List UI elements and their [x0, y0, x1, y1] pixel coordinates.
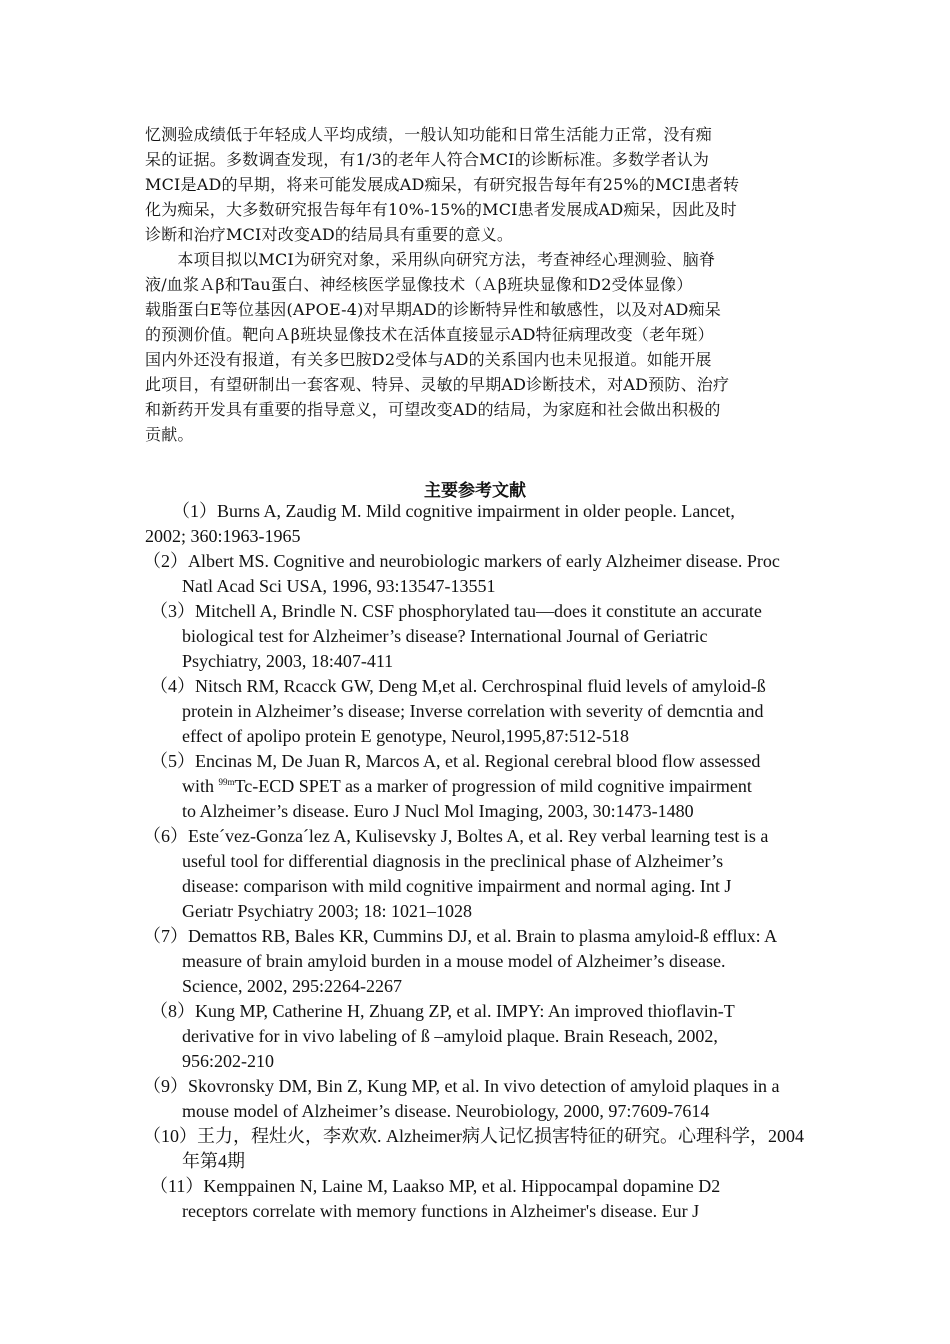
reference-line: 956:202-210 [182, 1051, 274, 1071]
reference-line: （11）Kemppainen N, Laine M, Laakso MP, et al. Hippocampal dopamine D2 [150, 1176, 721, 1196]
reference-line: （7）Demattos RB, Bales KR, Cummins DJ, et al. Brain to plasma amyloid-ß efflux: A [143, 926, 778, 946]
project-line: 国内外还没有报道，有关多巴胺D2受体与AD的关系国内也未见报道。如能开展 [145, 350, 712, 369]
reference-line: useful tool for differential diagnosis in the preclinical phase of Alzheimer’s [182, 851, 724, 871]
intro-line: 诊断和治疗MCI对改变AD的结局具有重要的意义。 [145, 225, 514, 244]
project-line: 载脂蛋白Ε等位基因(APOE-4)对早期AD的诊断特异性和敏感性，以及对AD痴呆 [145, 300, 721, 319]
reference-line: （3）Mitchell A, Brindle N. CSF phosphorylated tau—does it constitute an accurate [150, 601, 762, 621]
ref5-superscript: 99m [218, 777, 235, 787]
reference-line: Natl Acad Sci USA, 1996, 93:13547-13551 [182, 576, 496, 596]
reference-line: measure of brain amyloid burden in a mouse model of Alzheimer’s disease. [182, 951, 726, 971]
project-line: 的预测价值。靶向Ａβ班块显像技术在活体直接显示AD特征病理改变（老年斑） [145, 325, 714, 344]
reference-line: （2）Albert MS. Cognitive and neurobiologic markers of early Alzheimer disease. Proc [143, 551, 780, 571]
intro-line: 呆的证据。多数调查发现，有1/3的老年人符合MCI的诊断标准。多数学者认为 [145, 150, 710, 169]
ref5-rest: Tc-ECD SPET as a marker of progression of mild cognitive impairment [234, 776, 752, 796]
reference-line: Psychiatry, 2003, 18:407-411 [182, 651, 394, 671]
project-line: 本项目拟以MCI为研究对象，采用纵向研究方法，考查神经心理测验、脑脊 [145, 250, 716, 269]
ref5-prefix: with [182, 776, 219, 796]
project-line: 液/血浆Ａβ和Tau蛋白、神经核医学显像技术（Ａβ班块显像和D2受体显像） [145, 275, 693, 294]
reference-line: （8）Kung MP, Catherine H, Zhuang ZP, et al. IMPY: An improved thioflavin-T [150, 1001, 735, 1021]
reference-line: （6）Este´vez-Gonza´lez A, Kulisevsky J, Boltes A, et al. Rey verbal learning test is a [143, 826, 769, 846]
reference-line: （9）Skovronsky DM, Bin Z, Kung MP, et al. In vivo detection of amyloid plaques in a [143, 1076, 780, 1096]
reference-line: （4）Nitsch RM, Rcacck GW, Deng M,et al. Cerchrospinal fluid levels of amyloid-ß [150, 676, 766, 696]
reference-line: Geriatr Psychiatry 2003; 18: 1021–1028 [182, 901, 472, 921]
reference-line: protein in Alzheimer’s disease; Inverse correlation with severity of demcntia and [182, 701, 764, 721]
reference-line: disease: comparison with mild cognitive impairment and normal aging. Int J [182, 876, 732, 896]
references-heading: 主要参考文献 [424, 481, 526, 501]
reference-line: 年第4期 [182, 1151, 245, 1171]
reference-line: Science, 2002, 295:2264-2267 [182, 976, 402, 996]
intro-line: 忆测验成绩低于年轻成人平均成绩，一般认知功能和日常生活能力正常，没有痴 [145, 125, 713, 144]
reference-line: （1）Burns A, Zaudig M. Mild cognitive impairment in older people. Lancet, [145, 501, 735, 521]
intro-line: MCI是AD的早期，将来可能发展成AD痴呆，有研究报告每年有25%的MCI患者转 [145, 175, 740, 194]
reference-line: 2002; 360:1963-1965 [145, 526, 301, 546]
intro-line: 化为痴呆，大多数研究报告每年有10%-15%的MCI患者发展成AD痴呆，因此及时 [145, 200, 737, 219]
reference-line: derivative for in vivo labeling of ß –amyloid plaque. Brain Reseach, 2002, [182, 1026, 718, 1046]
reference-line: （10）王力，程灶火，李欢欢. Alzheimer病人记忆损害特征的研究。心理科学，2004 [143, 1126, 804, 1146]
project-line: 和新药开发具有重要的指导意义，可望改变AD的结局，为家庭和社会做出积极的 [145, 400, 721, 419]
reference-line: （5）Encinas M, De Juan R, Marcos A, et al. Regional cerebral blood flow assessed [150, 751, 761, 771]
reference-line: to Alzheimer’s disease. Euro J Nucl Mol Imaging, 2003, 30:1473-1480 [182, 801, 694, 821]
reference-line: receptors correlate with memory functions in Alzheimer's disease. Eur J [182, 1201, 700, 1221]
reference-line-with-superscript [182, 776, 752, 796]
reference-line: mouse model of Alzheimer’s disease. Neurobiology, 2000, 97:7609-7614 [182, 1101, 710, 1121]
reference-line: effect of apolipo protein E genotype, Neurol,1995,87:512-518 [182, 726, 630, 746]
project-line: 贡献。 [145, 425, 194, 444]
reference-line: biological test for Alzheimer’s disease? International Journal of Geriatric [182, 626, 708, 646]
project-line: 此项目，有望研制出一套客观、特异、灵敏的早期AD诊断技术，对AD预防、治疗 [145, 375, 730, 394]
